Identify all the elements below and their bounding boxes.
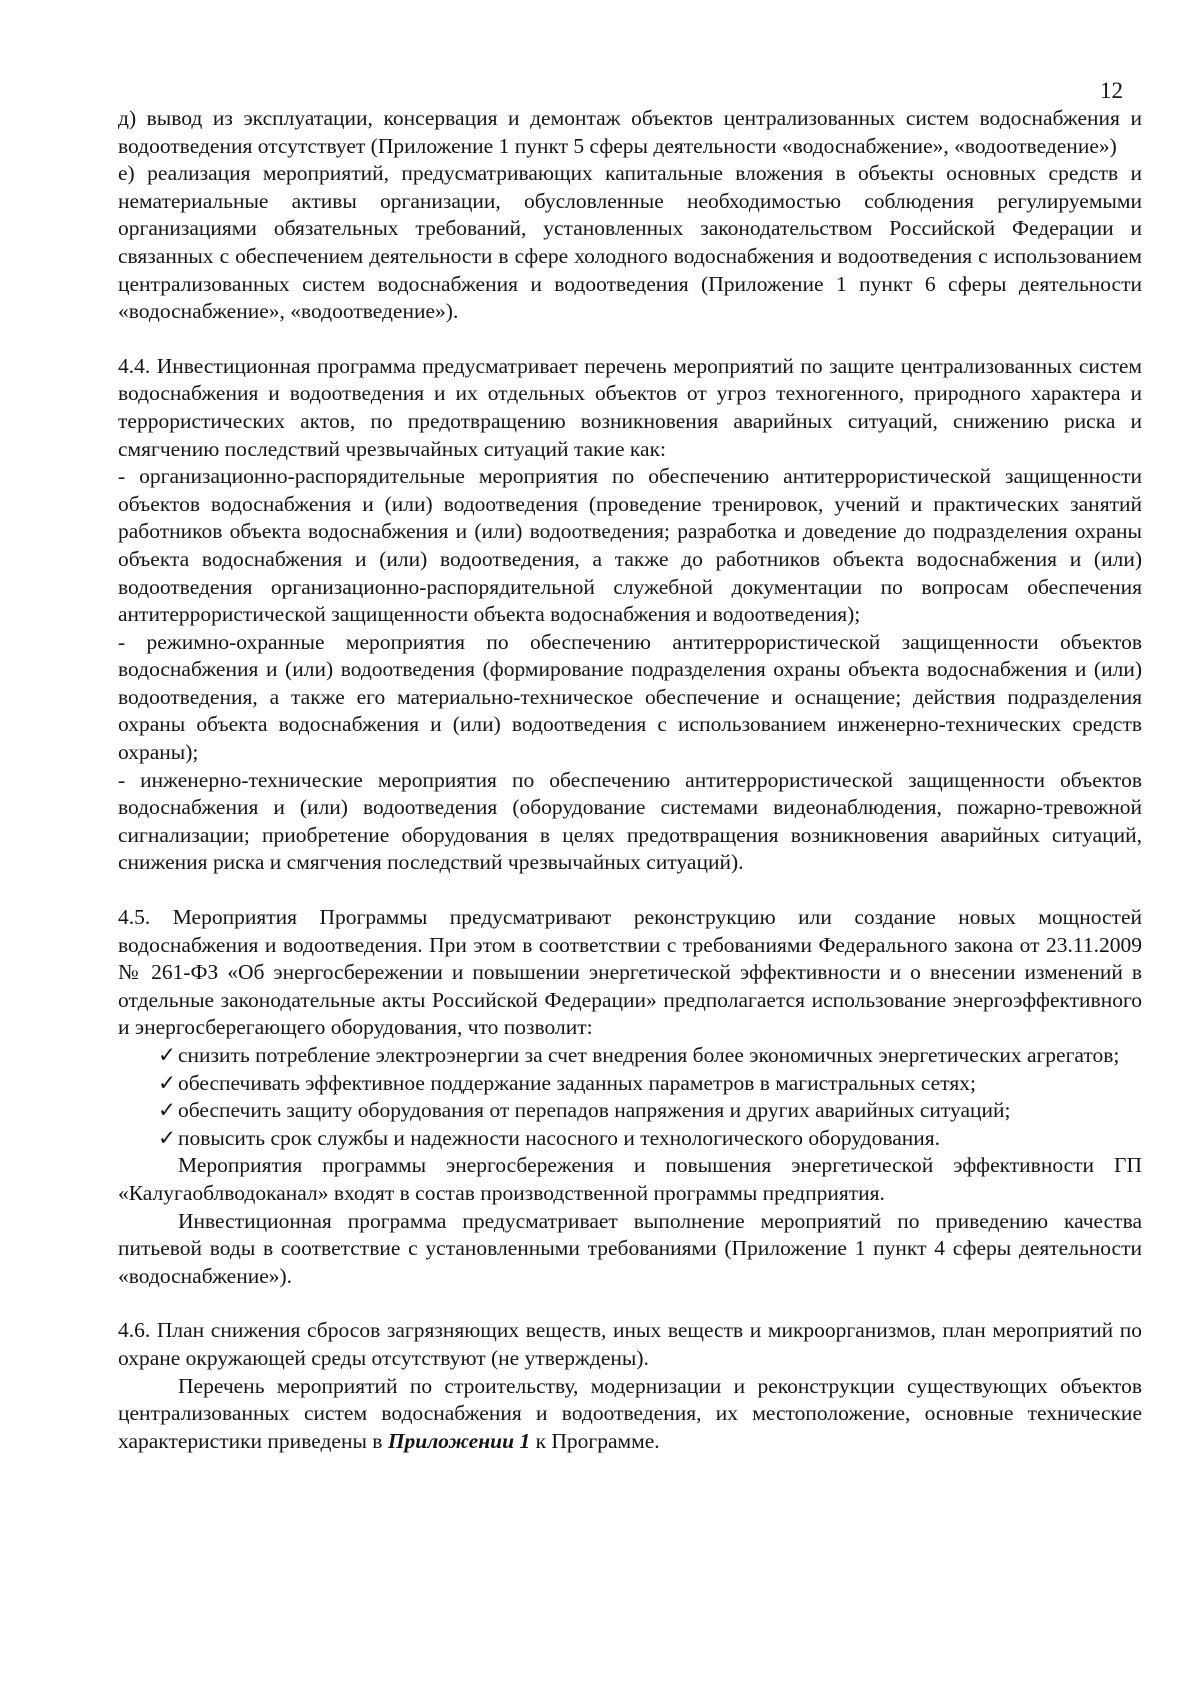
check-item <box>118 1125 1142 1153</box>
checkmark-icon: ✓ <box>158 1125 177 1150</box>
page-number: 12 <box>1100 78 1123 103</box>
appendix-link-text: Приложении 1 <box>387 1428 531 1453</box>
check-item-text: обеспечить защиту оборудования от перепадов напряжения и других аварийных ситуаций; <box>178 1098 1011 1123</box>
paragraph-water-quality: Инвестиционная программа предусматривает выполнение мероприятий по приведению качества питьевой воды в соответствие с установленными требованиями (Приложение 1 пункт 4 сферы деятельности «водоснабжение»). <box>118 1208 1142 1288</box>
dash-item-engineering: - инженерно-технические мероприятия по обеспечению антитеррористической защищенности объектов водоснабжения и (или) водоотведения (оборудование системами видеонаблюдения, пожарно-тревожной сигнализации; приобретение оборудования в целях предотвращения возникновения аварийных ситуаций, снижения риска и смягчения последствий чрезвычайных ситуаций). <box>118 767 1142 875</box>
checkmark-icon: ✓ <box>158 1070 177 1095</box>
check-item <box>118 1097 1142 1125</box>
section-4-6: 4.6. План снижения сбросов загрязняющих веществ, иных веществ и микроорганизмов, план мероприятий по охране окружающей среды отсутствуют (не утверждены). <box>118 1318 1142 1370</box>
section-4-5: 4.5. Мероприятия Программы предусматривают реконструкцию или создание новых мощностей водоснабжения и водоотведения. При этом в соответствии с требованиями Федерального закона от 23.11.2009 № 261-ФЗ «Об энергосбережении и повышении энергетической эффективности и о внесении изменений в отдельные законодательные акты Российской Федерации» предполагается использование энергоэффективного и энергосберегающего оборудования, что позволит: <box>118 905 1142 1040</box>
paragraph-energy-program: Мероприятия программы энергосбережения и повышения энергетической эффективности ГП «Калугаоблводоканал» входят в состав производственной программы предприятия. <box>118 1153 1142 1205</box>
paragraph-e: е) реализация мероприятий, предусматривающих капитальные вложения в объекты основных средств и нематериальные активы организации, обусловленные необходимостью соблюдения регулируемыми организациями обязательных требований, установленных законодательством Российской Федерации и связанных с обеспечением деятельности в сфере холодного водоснабжения и водоотведения с использованием централизованных систем водоснабжения и водоотведения (Приложение 1 пункт 6 сферы деятельности «водоснабжение», «водоотведение»). <box>118 161 1142 324</box>
check-item <box>118 1042 1142 1070</box>
checkmark-icon: ✓ <box>158 1098 177 1123</box>
check-item-text: обеспечивать эффективное поддержание заданных параметров в магистральных сетях; <box>178 1070 976 1095</box>
paragraph-d: д) вывод из эксплуатации, консервация и демонтаж объектов централизованных систем водоснабжения и водоотведения отсутствует (Приложение 1 пункт 5 сферы деятельности «водоснабжение», «водоотведение») <box>118 106 1142 158</box>
paragraph-appendix-reference <box>118 1373 1142 1456</box>
checkmark-icon: ✓ <box>158 1043 177 1067</box>
dash-item-organizational: - организационно-распорядительные мероприятия по обеспечению антитеррористической защищенности объектов водоснабжения и (или) водоотведения (проведение тренировок, учений и практических занятий работников объекта водоснабжения и (или) водоотведения; разработка и доведение до подразделения охраны объекта водоснабжения и (или) водоотведения, а также до работников объекта водоснабжения и (или) водоотведения организационно-распорядительной служебной документации по вопросам обеспечения антитеррористической защищенности объекта водоснабжения и водоотведения); <box>118 464 1142 627</box>
appendix-text-before: Перечень мероприятий по строительству, модернизации и реконструкции существующих объектов централизованных систем водоснабжения и водоотведения, их местоположение, основные технические характеристики приведены в <box>118 1373 1142 1453</box>
dash-item-security-regime: - режимно-охранные мероприятия по обеспечению антитеррористической защищенности объектов водоснабжения и (или) водоотведения (формирование подразделения охраны объекта водоснабжения и (или) водоотведения, а также его материально-техническое обеспечение и оснащение; действия подразделения охраны объекта водоснабжения и (или) водоотведения с использованием инженерно-технических средств охраны); <box>118 629 1142 765</box>
check-item <box>118 1070 1142 1098</box>
section-4-4: 4.4. Инвестиционная программа предусматривает перечень мероприятий по защите централизованных систем водоснабжения и водоотведения и их отдельных объектов от угроз техногенного, природного характера и террористических актов, по предотвращению возникновения аварийных ситуаций, снижению риска и смягчению последствий чрезвычайных ситуаций такие как: <box>118 353 1142 461</box>
check-item-text: снизить потребление электроэнергии за счет внедрения более экономичных энергетических агрегатов; <box>178 1043 1120 1067</box>
document-body <box>118 105 1142 1455</box>
check-item-text: повысить срок службы и надежности насосного и технологического оборудования. <box>178 1125 941 1150</box>
appendix-text-after: к Программе. <box>535 1428 660 1453</box>
